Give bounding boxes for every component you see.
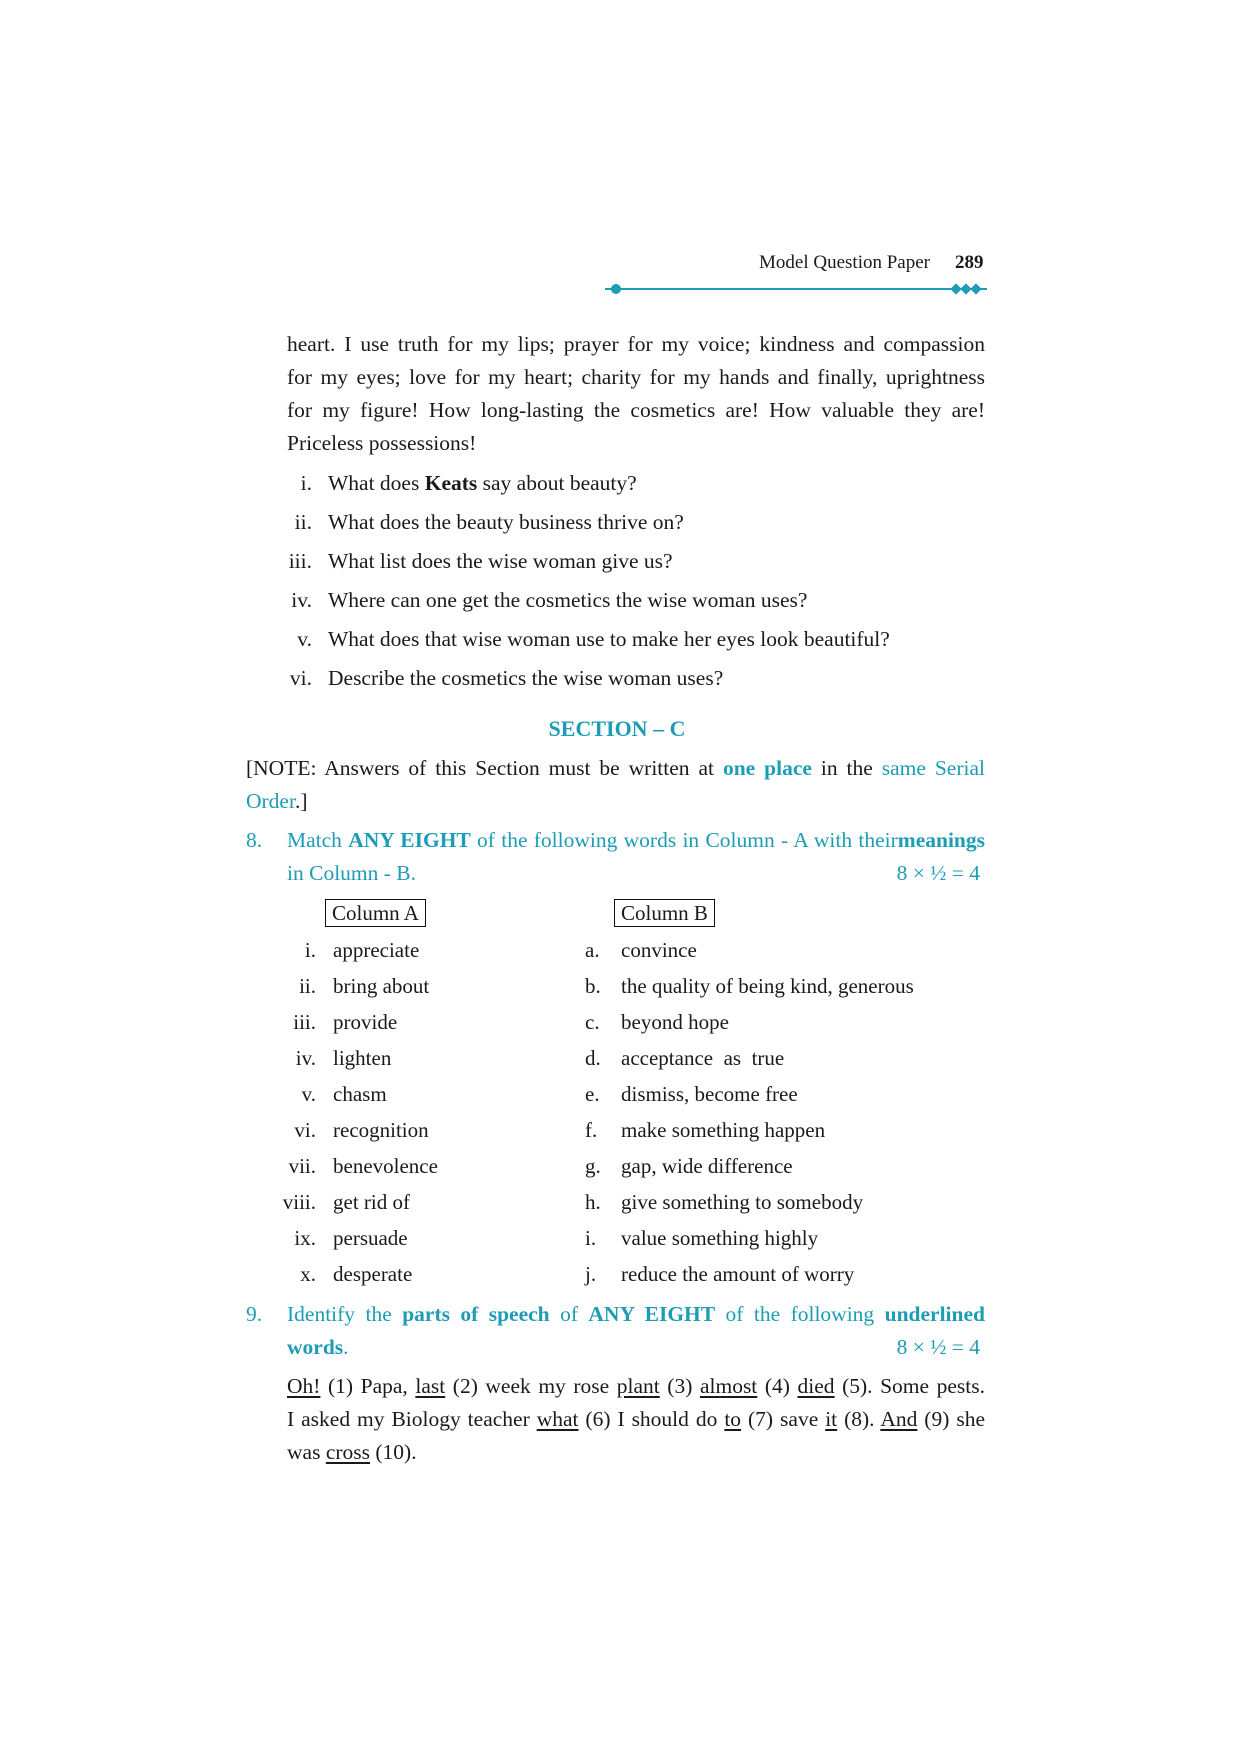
passage-line: for my eyes; love for my heart; charity for my hands and finally, uprightness xyxy=(287,365,985,389)
q9-instruction-line1 xyxy=(287,1298,985,1331)
column-a-header: Column A xyxy=(325,899,426,927)
question-text: Describe the cosmetics the wise woman uses? xyxy=(328,666,724,690)
column-b-letter: d. xyxy=(585,1046,601,1070)
column-b-meaning: value something highly xyxy=(621,1226,819,1250)
header-rule xyxy=(605,288,987,290)
passage-text: was xyxy=(287,1440,326,1464)
running-header-title: Model Question Paper xyxy=(759,252,930,273)
column-b-meaning: gap, wide difference xyxy=(621,1154,793,1178)
q9-text: of the following xyxy=(715,1302,885,1326)
column-a-number: iv. xyxy=(295,1046,316,1070)
column-b-meaning: dismiss, become free xyxy=(621,1082,798,1106)
underlined-word: cross xyxy=(325,1440,370,1464)
column-a-word: get rid of xyxy=(333,1190,410,1214)
q8-emphasis: ANY EIGHT xyxy=(348,828,471,852)
section-title: SECTION – C xyxy=(548,716,686,741)
note-emphasis: one place xyxy=(722,756,812,780)
q9-marks: 8 × ½ = 4 xyxy=(896,1335,980,1359)
passage-text: (3) xyxy=(659,1374,700,1398)
passage-text: (2) week my rose xyxy=(445,1374,617,1398)
column-b-meaning: the quality of being kind, generous xyxy=(621,974,914,998)
column-b-meaning: make something happen xyxy=(621,1118,826,1142)
column-b-letter: j. xyxy=(585,1262,597,1286)
q9-passage-line2 xyxy=(287,1403,985,1436)
passage-text: I asked my Biology teacher xyxy=(287,1407,537,1431)
passage-text: (8). xyxy=(837,1407,881,1431)
underlined-word: plant xyxy=(616,1374,660,1398)
note-teal-text: Order xyxy=(246,789,295,813)
column-a-word: bring about xyxy=(333,974,430,998)
column-b-meaning: reduce the amount of worry xyxy=(621,1262,855,1286)
note-teal-text: same Serial xyxy=(881,756,985,780)
column-b-letter: b. xyxy=(585,974,601,998)
question-number: v. xyxy=(297,627,312,651)
column-a-word: provide xyxy=(333,1010,398,1034)
underlined-word: it xyxy=(825,1407,838,1431)
passage-text: (5). Some pests. xyxy=(834,1374,986,1398)
q9-text: of xyxy=(549,1302,589,1326)
q9-passage-line1 xyxy=(287,1370,985,1403)
column-b-letter: a. xyxy=(585,938,600,962)
q9-text: . xyxy=(343,1335,349,1359)
column-a-number: vii. xyxy=(288,1154,316,1178)
underlined-word: to xyxy=(724,1407,742,1431)
column-a-number: vi. xyxy=(294,1118,316,1142)
column-a-number: ii. xyxy=(299,974,316,998)
column-b-letter: i. xyxy=(585,1226,597,1250)
passage-text: (7) save xyxy=(741,1407,826,1431)
passage-text: (4) xyxy=(757,1374,798,1398)
page-number: 289 xyxy=(955,252,984,273)
question-number: ii. xyxy=(294,510,312,534)
passage-text: (9) she xyxy=(917,1407,985,1431)
underlined-word: almost xyxy=(699,1374,758,1398)
column-b-meaning: give something to somebody xyxy=(621,1190,864,1214)
underlined-word: died xyxy=(797,1374,835,1398)
column-a-number: i. xyxy=(304,938,316,962)
passage-text: (10). xyxy=(370,1440,417,1464)
rule-diamond-icon xyxy=(970,283,981,294)
question-text-part: say about beauty? xyxy=(477,471,637,495)
column-a-number: v. xyxy=(301,1082,316,1106)
question-number: iv. xyxy=(291,588,312,612)
underlined-word: last xyxy=(415,1374,446,1398)
underlined-word: And xyxy=(880,1407,918,1431)
column-a-number: viii. xyxy=(282,1190,316,1214)
q8-text: of the following words in Column - A with their xyxy=(470,828,898,852)
passage-line: heart. I use truth for my lips; prayer for my voice; kindness and compassion xyxy=(287,332,985,356)
note-text: .] xyxy=(294,789,308,813)
q8-emphasis: meanings xyxy=(897,828,985,852)
column-b-letter: h. xyxy=(585,1190,601,1214)
q9-emphasis: words xyxy=(287,1335,344,1359)
question-text xyxy=(328,471,637,496)
q8-text: Match xyxy=(287,828,349,852)
column-a-number: iii. xyxy=(293,1010,316,1034)
passage-text: (6) I should do xyxy=(578,1407,725,1431)
question-text: What does the beauty business thrive on? xyxy=(328,510,684,534)
column-b-meaning: convince xyxy=(621,938,697,962)
passage-line: Priceless possessions! xyxy=(287,431,477,455)
column-b-header: Column B xyxy=(614,899,715,927)
question-text-part: What does xyxy=(328,471,425,495)
column-a-word: desperate xyxy=(333,1262,413,1286)
column-b-letter: f. xyxy=(585,1118,598,1142)
passage-line: for my figure! How long-lasting the cosmetics are! How valuable they are! xyxy=(287,398,985,422)
column-a-number: ix. xyxy=(294,1226,316,1250)
q9-number: 9. xyxy=(246,1302,263,1326)
column-a-number: x. xyxy=(300,1262,316,1286)
note-text: in the xyxy=(811,756,882,780)
passage-text: (1) Papa, xyxy=(320,1374,416,1398)
q9-passage-line3 xyxy=(287,1436,417,1469)
column-a-word: appreciate xyxy=(333,938,420,962)
question-text: What list does the wise woman give us? xyxy=(328,549,673,573)
section-note-line2 xyxy=(246,785,308,818)
q8-marks: 8 × ½ = 4 xyxy=(896,861,980,885)
column-b-meaning: acceptance as true xyxy=(621,1046,785,1070)
column-a-word: lighten xyxy=(333,1046,392,1070)
column-a-word: recognition xyxy=(333,1118,429,1142)
question-number: i. xyxy=(300,471,312,495)
underlined-word: what xyxy=(536,1407,579,1431)
question-text: Where can one get the cosmetics the wise woman uses? xyxy=(328,588,808,612)
question-number: iii. xyxy=(288,549,312,573)
q8-instruction-line2: in Column - B. xyxy=(287,861,417,885)
underlined-word: Oh! xyxy=(287,1374,321,1398)
column-b-meaning: beyond hope xyxy=(621,1010,729,1034)
column-b-letter: e. xyxy=(585,1082,600,1106)
column-a-word: benevolence xyxy=(333,1154,438,1178)
q9-text: Identify the xyxy=(287,1302,403,1326)
column-a-word: persuade xyxy=(333,1226,408,1250)
q9-emphasis: ANY EIGHT xyxy=(588,1302,716,1326)
note-text: [NOTE: Answers of this Section must be written at xyxy=(246,756,723,780)
q9-emphasis: underlined xyxy=(884,1302,985,1326)
question-text: What does that wise woman use to make her eyes look beautiful? xyxy=(328,627,890,651)
column-a-word: chasm xyxy=(333,1082,387,1106)
q8-number: 8. xyxy=(246,828,263,852)
passage-text xyxy=(287,328,985,460)
rule-dot-icon xyxy=(611,284,621,294)
section-note-line1 xyxy=(246,752,985,785)
question-number: vi. xyxy=(289,666,312,690)
column-b-letter: c. xyxy=(585,1010,600,1034)
column-b-letter: g. xyxy=(585,1154,601,1178)
q8-instruction-line1 xyxy=(287,824,985,857)
q9-emphasis: parts of speech xyxy=(402,1302,550,1326)
question-bold-term: Keats xyxy=(424,471,478,495)
